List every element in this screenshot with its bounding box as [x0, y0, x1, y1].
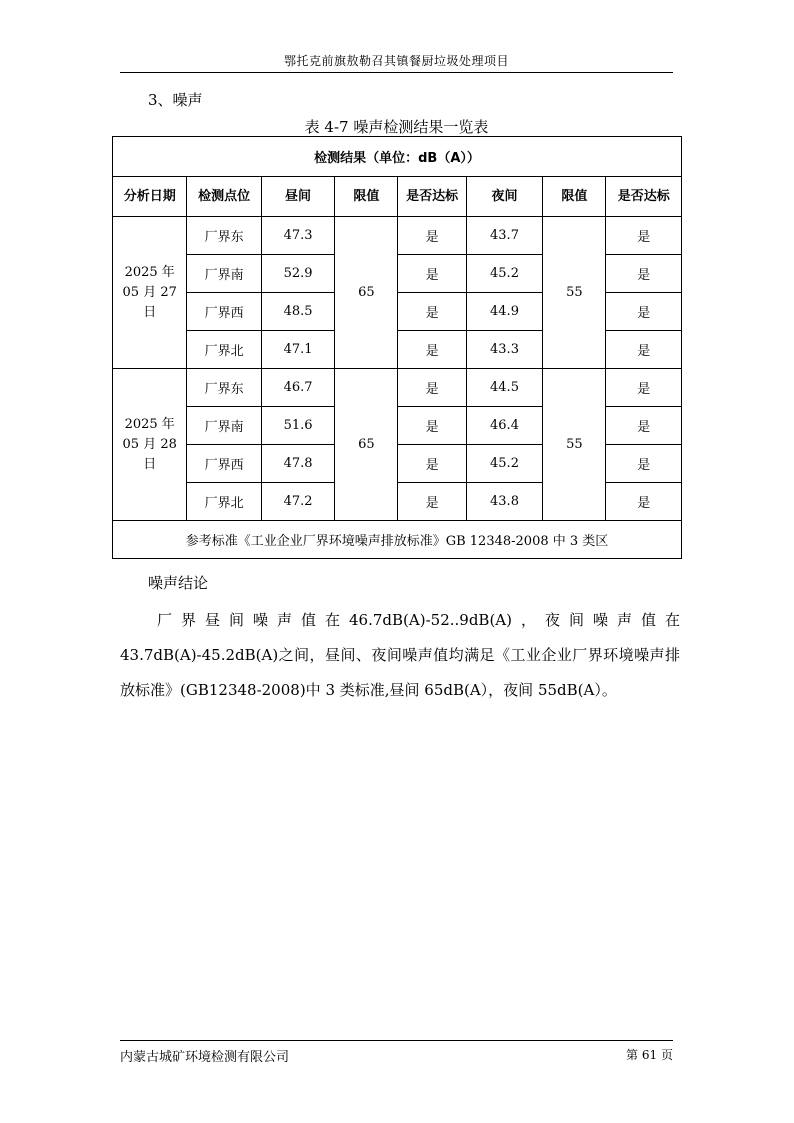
- noise-results-table: [112, 136, 682, 559]
- day-compliance-cell: 是: [398, 369, 466, 407]
- day-value-cell: 46.7: [261, 369, 334, 407]
- page-prefix: 第: [626, 1048, 639, 1062]
- date-line: 05 月 28: [122, 436, 177, 452]
- conclusion-text: 厂界昼间噪声值在46.7dB(A)-52..9dB(A)，夜间噪声值在43.7dB(A)-45.2dB(A)之间，昼间、夜间噪声值均满足《工业企业厂界环境噪声排放标准》(GB12348-2008)中 3 类标准,昼间 65dB(A），夜间 55dB(A）。: [120, 611, 680, 699]
- day-value-cell: 48.5: [261, 293, 334, 331]
- day-limit-cell: 65: [335, 217, 398, 369]
- running-header: 鄂托克前旗敖勒召其镇餐厨垃圾处理项目: [283, 54, 509, 68]
- night-value-cell: 43.8: [466, 483, 542, 521]
- day-compliance-cell: 是: [398, 331, 466, 369]
- footer-company: 内蒙古城矿环境检测有限公司: [120, 1050, 290, 1065]
- date-line: 2025 年: [124, 264, 175, 280]
- point-cell: 厂界北: [187, 483, 261, 521]
- point-cell: 厂界南: [187, 407, 261, 445]
- day-value-cell: 47.8: [261, 445, 334, 483]
- night-compliance-cell: 是: [606, 331, 682, 369]
- page-number-value: 61: [641, 1048, 658, 1062]
- night-value-cell: 43.3: [466, 331, 542, 369]
- day-value-cell: 47.3: [261, 217, 334, 255]
- date-line: 05 月 27: [122, 284, 177, 300]
- header-divider: [120, 72, 673, 73]
- night-value-cell: 45.2: [466, 255, 542, 293]
- table-row: [113, 369, 682, 407]
- night-value-cell: 43.7: [466, 217, 542, 255]
- night-value-cell: 46.4: [466, 407, 542, 445]
- point-cell: 厂界东: [187, 217, 261, 255]
- day-value-cell: 47.1: [261, 331, 334, 369]
- point-cell: 厂界西: [187, 293, 261, 331]
- date-line: 2025 年: [124, 416, 175, 432]
- page-number: [626, 1046, 673, 1063]
- night-compliance-cell: 是: [606, 445, 682, 483]
- point-cell: 厂界东: [187, 369, 261, 407]
- column-header: 是否达标: [398, 177, 466, 217]
- day-compliance-cell: 是: [398, 445, 466, 483]
- night-value-cell: 45.2: [466, 445, 542, 483]
- table-title: 检测结果（单位：dB（A））: [113, 137, 682, 177]
- date-line: 日: [143, 456, 157, 472]
- section-title: 3、噪声: [148, 91, 203, 109]
- day-value-cell: 51.6: [261, 407, 334, 445]
- day-compliance-cell: 是: [398, 293, 466, 331]
- day-limit-cell: 65: [335, 369, 398, 521]
- table-footnote: 参考标准《工业企业厂界环境噪声排放标准》GB 12348-2008 中 3 类区: [113, 521, 682, 559]
- table-caption: 表 4-7 噪声检测结果一览表: [304, 118, 489, 136]
- night-limit-cell: 55: [543, 217, 606, 369]
- night-compliance-cell: 是: [606, 255, 682, 293]
- night-compliance-cell: 是: [606, 483, 682, 521]
- night-value-cell: 44.5: [466, 369, 542, 407]
- date-line: 日: [143, 304, 157, 320]
- conclusion-paragraph: [120, 603, 680, 708]
- page-suffix: 页: [660, 1048, 673, 1062]
- point-cell: 厂界北: [187, 331, 261, 369]
- column-header: 分析日期: [113, 177, 187, 217]
- day-compliance-cell: 是: [398, 217, 466, 255]
- day-value-cell: 47.2: [261, 483, 334, 521]
- point-cell: 厂界南: [187, 255, 261, 293]
- table-row: [113, 217, 682, 255]
- column-header: 夜间: [466, 177, 542, 217]
- day-compliance-cell: 是: [398, 483, 466, 521]
- footer-divider: [120, 1040, 673, 1041]
- column-header: 限值: [543, 177, 606, 217]
- column-header: 限值: [335, 177, 398, 217]
- date-cell: [113, 217, 187, 369]
- column-header: 检测点位: [187, 177, 261, 217]
- night-limit-cell: 55: [543, 369, 606, 521]
- night-compliance-cell: 是: [606, 369, 682, 407]
- day-compliance-cell: 是: [398, 255, 466, 293]
- point-cell: 厂界西: [187, 445, 261, 483]
- night-compliance-cell: 是: [606, 217, 682, 255]
- date-cell: [113, 369, 187, 521]
- day-value-cell: 52.9: [261, 255, 334, 293]
- night-compliance-cell: 是: [606, 407, 682, 445]
- column-header: 是否达标: [606, 177, 682, 217]
- night-compliance-cell: 是: [606, 293, 682, 331]
- column-header: 昼间: [261, 177, 334, 217]
- night-value-cell: 44.9: [466, 293, 542, 331]
- conclusion-title: 噪声结论: [148, 574, 209, 592]
- day-compliance-cell: 是: [398, 407, 466, 445]
